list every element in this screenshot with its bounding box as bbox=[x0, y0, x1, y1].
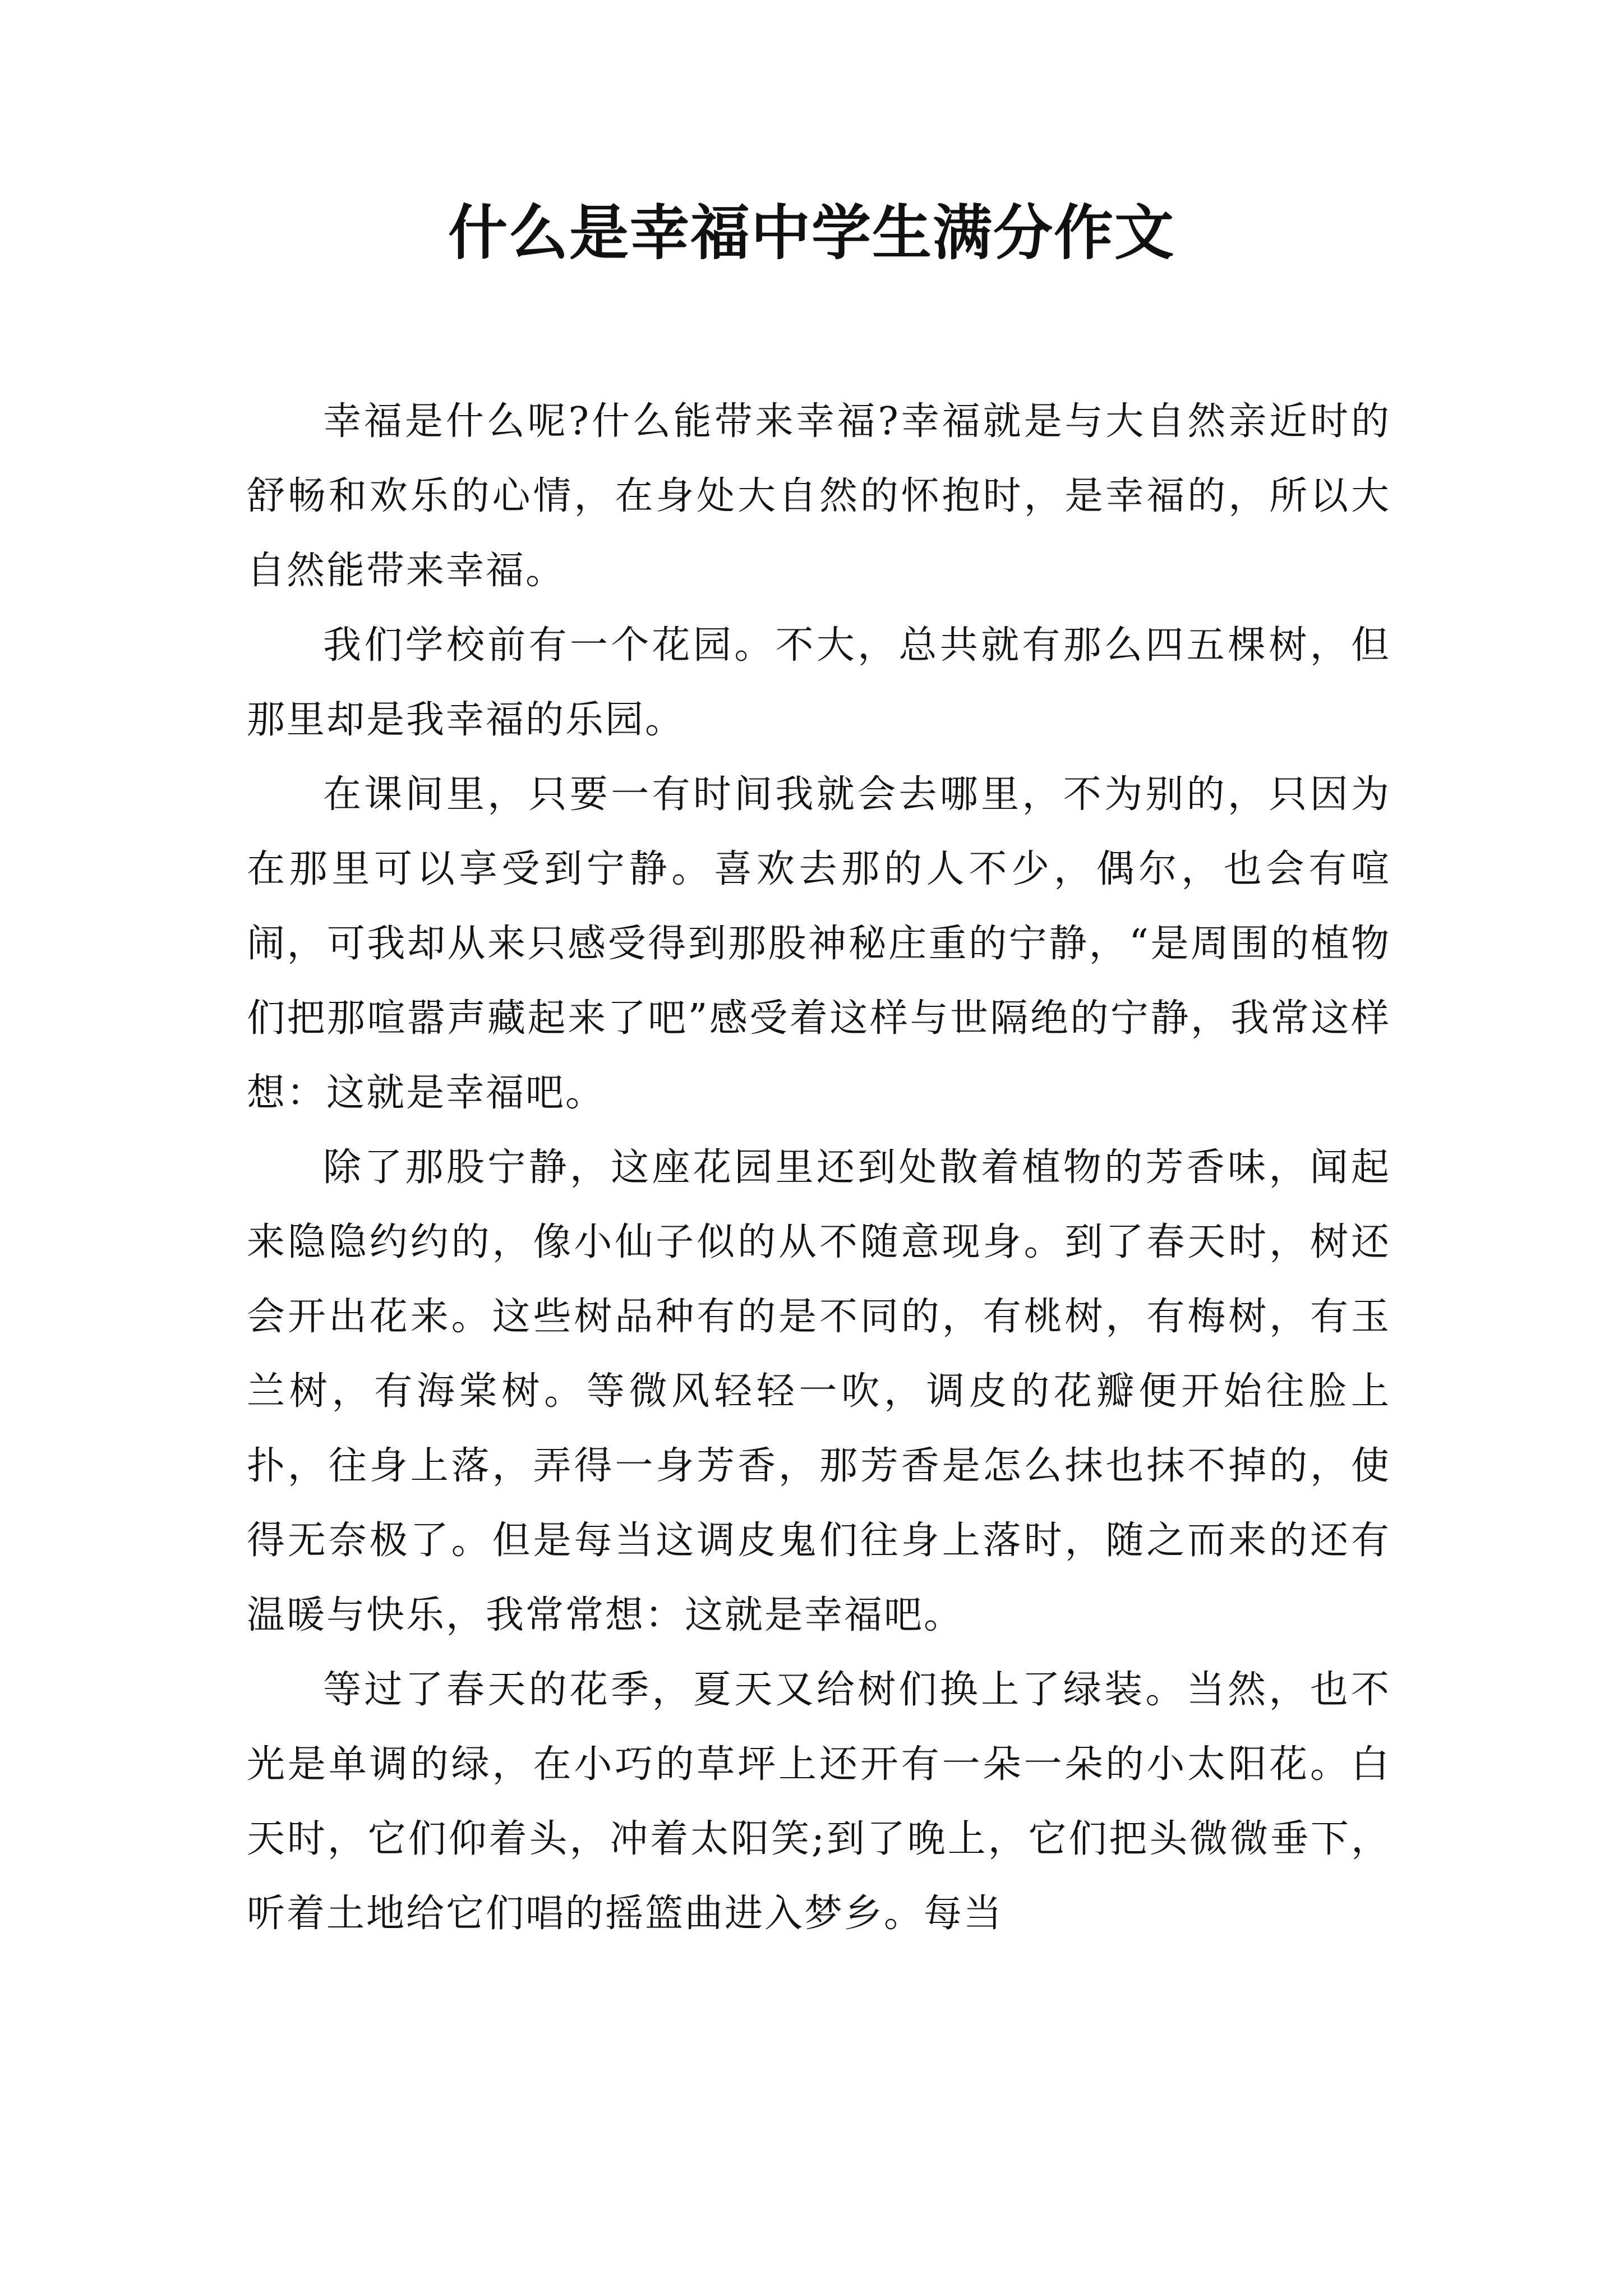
paragraph: 幸福是什么呢?什么能带来幸福?幸福就是与大自然亲近时的舒畅和欢乐的心情，在身处大自然的怀抱时，是幸福的，所以大自然能带来幸福。 bbox=[247, 399, 1391, 593]
paragraph: 我们学校前有一个花园。不大，总共就有那么四五棵树，但那里却是我幸福的乐园。 bbox=[247, 623, 1391, 742]
paragraph: 除了那股宁静，这座花园里还到处散着植物的芳香味，闻起来隐隐约约的，像小仙子似的从不随意现身。到了春天时，树还会开出花来。这些树品种有的是不同的，有桃树，有梅树，有玉兰树，有海棠树。等微风轻轻一吹，调皮的花瓣便开始往脸上扑，往身上落，弄得一身芳香，那芳香是怎么抹也抹不掉的，使得无奈极了。但是每当这调皮鬼们往身上落时，随之而来的还有温暖与快乐，我常常想：这就是幸福吧。 bbox=[247, 1145, 1391, 1637]
document-title: 什么是幸福中学生满分作文 bbox=[448, 197, 1175, 268]
paragraph: 在课间里，只要一有时间我就会去哪里，不为别的，只因为在那里可以享受到宁静。喜欢去那的人不少，偶尔，也会有喧闹，可我却从来只感受得到那股神秘庄重的宁静，“是周围的植物们把那喧嚣声藏起来了吧”感受着这样与世隔绝的宁静，我常这样想：这就是幸福吧。 bbox=[247, 772, 1391, 1115]
paragraph: 等过了春天的花季，夏天又给树们换上了绿装。当然，也不光是单调的绿，在小巧的草坪上还开有一朵一朵的小太阳花。白天时，它们仰着头，冲着太阳笑;到了晚上，它们把头微微垂下，听着土地给它们唱的摇篮曲进入梦乡。每当 bbox=[247, 1668, 1391, 1936]
document-body bbox=[247, 384, 1391, 1951]
